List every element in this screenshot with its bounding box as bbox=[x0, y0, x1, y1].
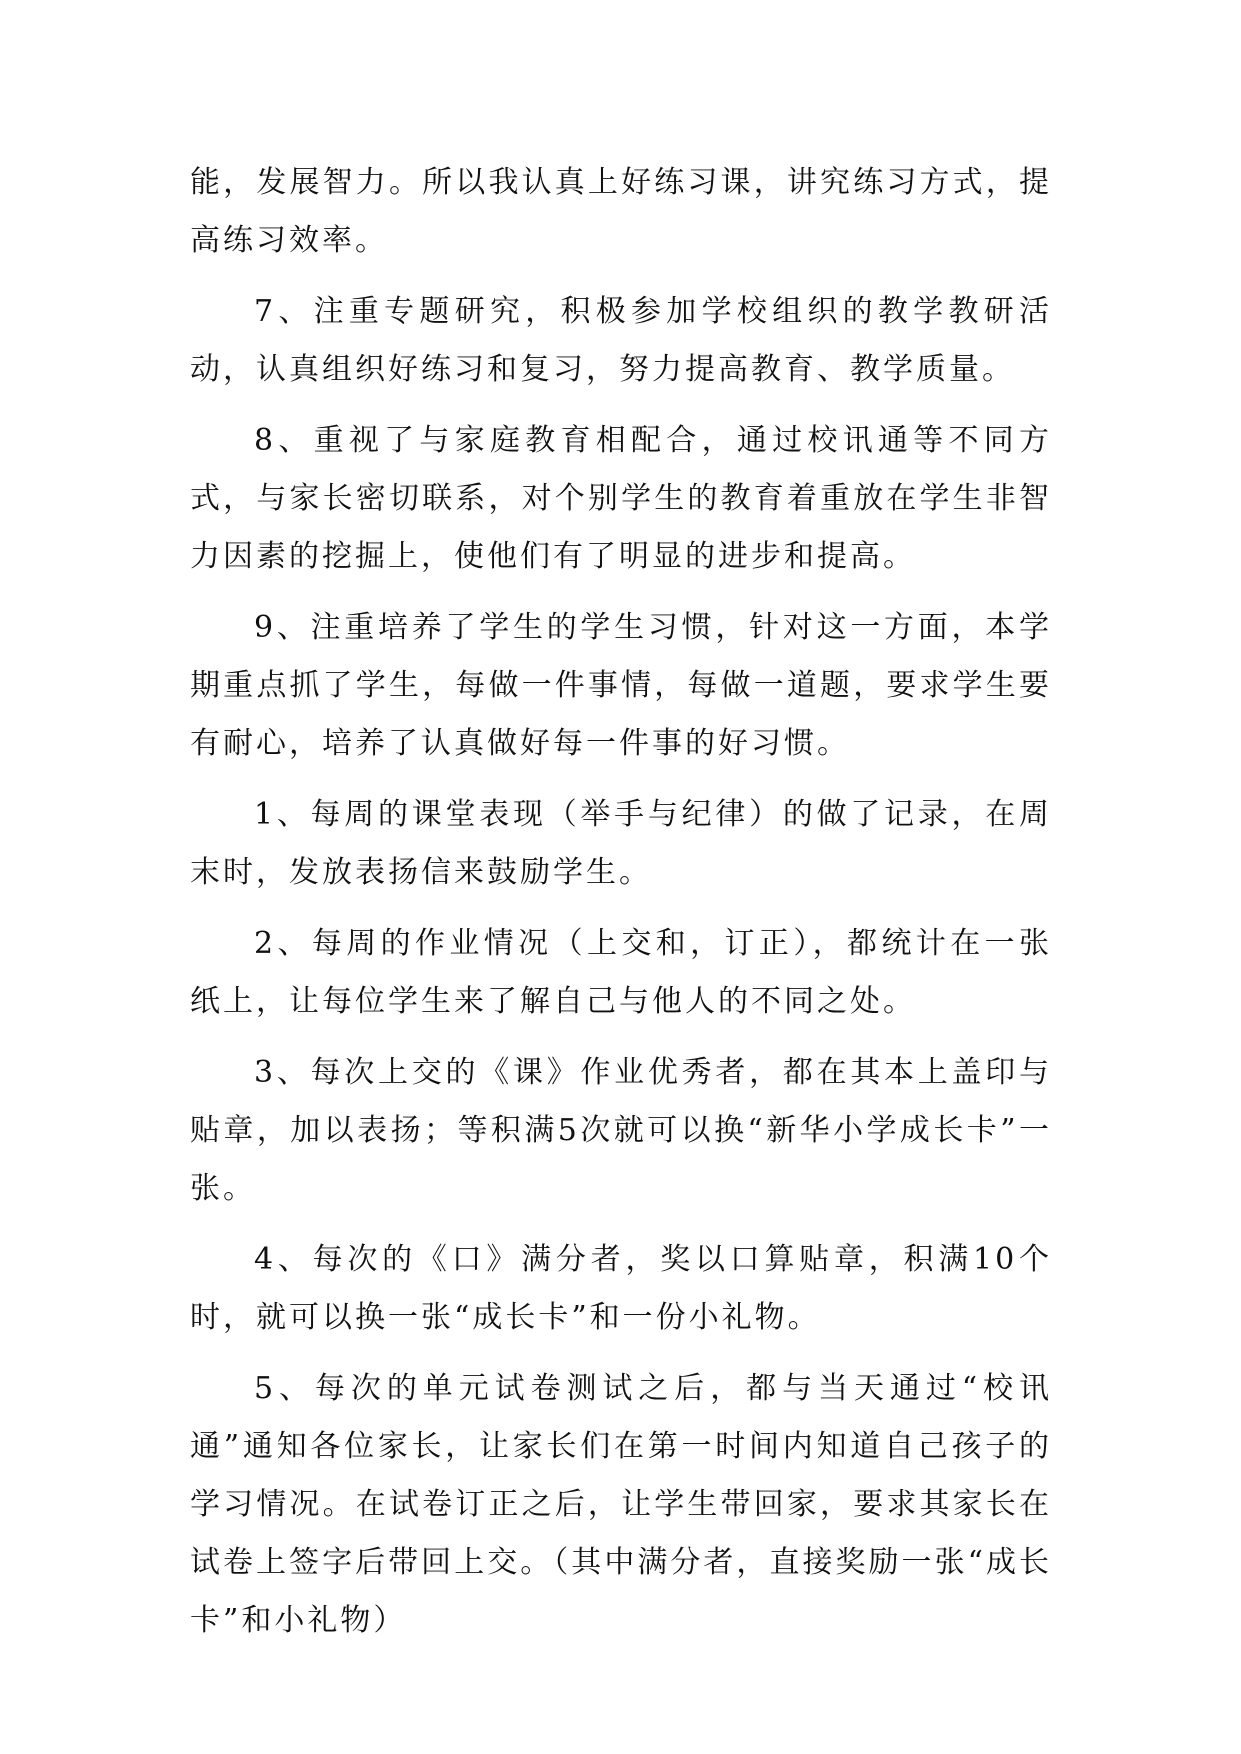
document-body bbox=[190, 154, 1052, 1663]
paragraph-continuation: 能，发展智力。所以我认真上好练习课，讲究练习方式，提高练习效率。 bbox=[190, 165, 1052, 258]
paragraph-sub-item-5: 5、每次的单元试卷测试之后，都与当天通过“校讯通”通知各位家长，让家长们在第一时间内知道自己孩子的学习情况。在试卷订正之后，让学生带回家，要求其家长在试卷上签字后带回上交。（其中满分者，直接奖励一张“成长卡”和小礼物） bbox=[190, 1371, 1052, 1638]
paragraph-sub-item-3: 3、每次上交的《课》作业优秀者，都在其本上盖印与贴章，加以表扬；等积满5次就可以换“新华小学成长卡”一张。 bbox=[190, 1055, 1052, 1206]
paragraph-item-9: 9、注重培养了学生的学生习惯，针对这一方面，本学期重点抓了学生，每做一件事情，每做一道题，要求学生要有耐心，培养了认真做好每一件事的好习惯。 bbox=[190, 610, 1052, 761]
paragraph-item-8: 8、重视了与家庭教育相配合，通过校讯通等不同方式，与家长密切联系，对个别学生的教育着重放在学生非智力因素的挖掘上，使他们有了明显的进步和提高。 bbox=[190, 423, 1052, 574]
paragraph-item-7: 7、注重专题研究，积极参加学校组织的教学教研活动，认真组织好练习和复习，努力提高教育、教学质量。 bbox=[190, 294, 1052, 387]
paragraph-sub-item-2: 2、每周的作业情况（上交和，订正），都统计在一张纸上，让每位学生来了解自己与他人的不同之处。 bbox=[190, 926, 1052, 1019]
paragraph-sub-item-4: 4、每次的《口》满分者，奖以口算贴章，积满10个时，就可以换一张“成长卡”和一份小礼物。 bbox=[190, 1242, 1052, 1335]
paragraph-sub-item-1: 1、每周的课堂表现（举手与纪律）的做了记录，在周末时，发放表扬信来鼓励学生。 bbox=[190, 797, 1052, 890]
